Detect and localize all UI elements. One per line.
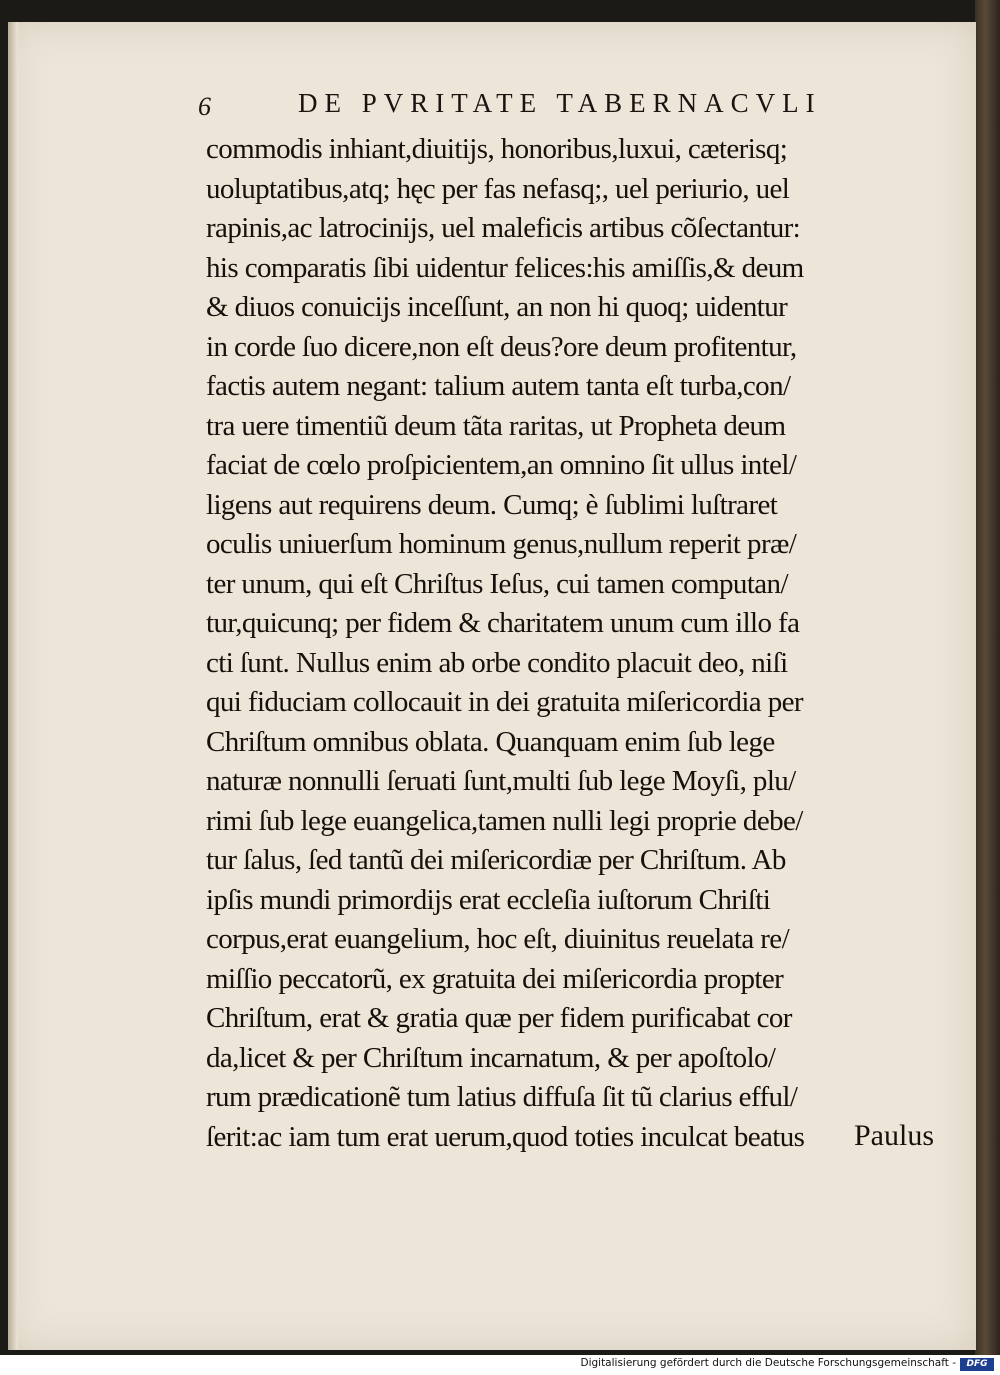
text-line: rum prædicationẽ tum latius diffuſa ſit tũ clarius efful/ bbox=[206, 1081, 798, 1113]
catchword: Paulus bbox=[853, 1119, 934, 1152]
text-line: ſerit:ac iam tum erat uerum,quod toties inculcat beatus bbox=[206, 1120, 805, 1153]
book-page bbox=[8, 22, 976, 1350]
text-line: da,licet & per Chriſtum incarnatum, & per apoſtolo/ bbox=[206, 1041, 776, 1074]
text-line: cti ſunt. Nullus enim ab orbe condito placuit deo, niſi bbox=[206, 646, 788, 679]
text-line: miſſio peccatorũ, ex gratuita dei miſericordia propter bbox=[206, 962, 784, 995]
text-line: tur ſalus, ſed tantũ dei miſericordiæ per Chriſtum. Ab bbox=[206, 844, 786, 876]
running-head bbox=[198, 84, 838, 124]
text-line: uoluptatibus,atq; hęc per fas nefasq;, uel periurio, uel bbox=[206, 172, 790, 205]
page-number: 6 bbox=[198, 92, 211, 121]
text-line: factis autem negant: talium autem tanta eſt turba,con/ bbox=[206, 370, 791, 402]
footer-bar bbox=[0, 1355, 1000, 1375]
running-title: DE PVRITATE TABERNACVLI bbox=[298, 88, 822, 118]
text-line: naturæ nonnulli ſeruati ſunt,multi ſub lege Moyſi, plu/ bbox=[206, 765, 796, 797]
text-line: tra uere timentiũ deum tãta raritas, ut Propheta deum bbox=[206, 409, 786, 442]
text-line: qui fiduciam collocauit in dei gratuita miſericordia per bbox=[206, 686, 803, 718]
text-line: in corde ſuo dicere,non eſt deus?ore deum profitentur, bbox=[206, 330, 797, 363]
funding-credit: Digitalisierung gefördert durch die Deutsche Forschungsgemeinschaft - bbox=[580, 1357, 956, 1369]
text-line: Chriſtum omnibus oblata. Quanquam enim ſub lege bbox=[206, 725, 775, 758]
page-gutter-shadow bbox=[8, 22, 18, 1350]
text-line: tur,quicunq; per fidem & charitatem unum cum illo fa bbox=[206, 607, 800, 639]
text-line: faciat de cœlo proſpicientem,an omnino ſit ullus intel/ bbox=[206, 449, 797, 481]
text-line: commodis inhiant,diuitijs, honoribus,luxui, cæterisq; bbox=[206, 133, 788, 165]
text-line: & diuos conuicijs inceſſunt, an non hi quoq; uidentur bbox=[206, 291, 788, 323]
text-line: rimi ſub lege euangelica,tamen nulli legi proprie debe/ bbox=[206, 804, 803, 837]
body-text bbox=[206, 130, 946, 1157]
dfg-logo: DFG bbox=[960, 1358, 994, 1371]
text-line: ter unum, qui eſt Chriſtus Ieſus, cui tamen computan/ bbox=[206, 567, 788, 600]
text-line: rapinis,ac latrocinijs, uel maleficis artibus cõſectantur: bbox=[206, 212, 801, 244]
text-line: ligens aut requirens deum. Cumq; è ſublimi luſtraret bbox=[206, 488, 778, 521]
scan-background-edge bbox=[975, 0, 1000, 1355]
text-line: his comparatis ſibi uidentur felices:his amiſſis,& deum bbox=[206, 251, 804, 284]
text-line: oculis uniuerſum hominum genus,nullum reperit præ/ bbox=[206, 528, 797, 560]
text-line: corpus,erat euangelium, hoc eſt, diuinitus reuelata re/ bbox=[206, 923, 790, 955]
text-line: Chriſtum, erat & gratia quæ per fidem purificabat cor bbox=[206, 1002, 792, 1034]
text-line: ipſis mundi primordijs erat eccleſia iuſtorum Chriſti bbox=[206, 883, 771, 916]
